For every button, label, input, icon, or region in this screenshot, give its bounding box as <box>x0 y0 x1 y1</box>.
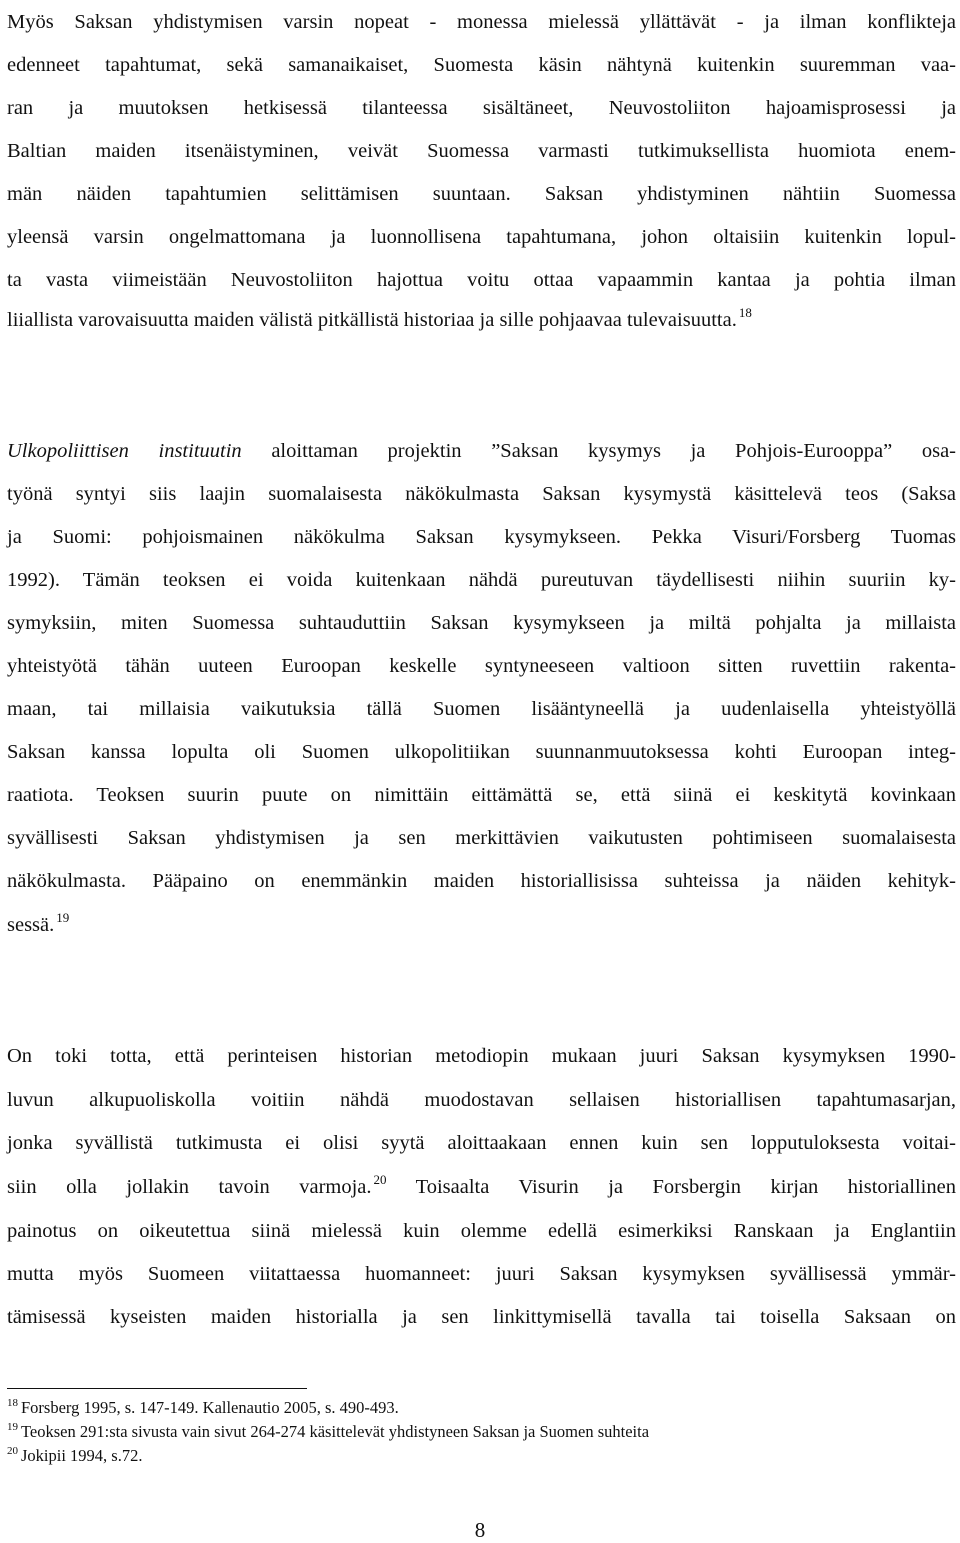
text-line: tämisessä kyseisten maiden historialla ja sen linkittymisellä tavalla tai toisella Saksaan on <box>7 1306 956 1328</box>
text-line: jonka syvällistä tutkimusta ei olisi syytä aloittaakaan ennen kuin sen lopputuloksesta voitai- <box>7 1132 956 1154</box>
text-line: edenneet tapahtumat, sekä samanaikaiset, Suomesta käsin nähtynä kuitenkin suuremman vaa- <box>7 54 956 76</box>
text-line-content: Toisaalta Visurin ja Forsbergin kirjan historiallinen <box>386 1176 956 1198</box>
text-line-content: sessä. <box>7 914 55 936</box>
text-line: syvällisesti Saksan yhdistymisen ja sen merkittävien vaikutusten pohtimiseen suomalaisesta <box>7 827 956 849</box>
text-line-content: liiallista varovaisuutta maiden välistä pitkällistä historiaa ja sille pohjaavaa tulevaisuutta. <box>7 309 737 331</box>
text-line: painotus on oikeutettua siinä mielessä kuin olemme edellä esimerkiksi Ranskaan ja Englantiin <box>7 1220 956 1242</box>
text-line: ran ja muutoksen hetkisessä tilanteessa sisältäneet, Neuvostoliiton hajoamisprosessi ja <box>7 97 956 119</box>
footnote-19 <box>7 1420 649 1444</box>
text-line: yleensä varsin ongelmattomana ja luonnollisena tapahtumana, johon oltaisiin kuitenkin lopul- <box>7 226 956 248</box>
footnote-text: Teoksen 291:sta sivusta vain sivut 264-274 käsittelevät yhdistyneen Saksan ja Suomen suhteita <box>21 1422 650 1441</box>
text-line: On toki totta, että perinteisen historian metodiopin mukaan juuri Saksan kysymyksen 1990- <box>7 1045 956 1067</box>
page-number: 8 <box>474 1518 486 1542</box>
footnote-18 <box>7 1396 399 1420</box>
text-line: maan, tai millaisia vaikutuksia tällä Suomen lisääntyneellä ja uudenlaisella yhteistyöllä <box>7 698 956 720</box>
footnote-20 <box>7 1444 142 1468</box>
text-line: työnä syntyi siis laajin suomalaisesta näkökulmasta Saksan kysymystä käsittelevä teos (Saksa <box>7 483 956 505</box>
text-line-content: siin olla jollakin tavoin varmoja. <box>7 1176 372 1198</box>
text-line: luvun alkupuoliskolla voitiin nähdä muodostavan sellaisen historiallisen tapahtumasarjan, <box>7 1089 956 1111</box>
footnote-text: Jokipii 1994, s.72. <box>21 1446 143 1465</box>
text-line: näkökulmasta. Pääpaino on enemmänkin maiden historiallisissa suhteissa ja näiden kehityk- <box>7 870 956 892</box>
footnote-reference: 18 <box>738 305 752 320</box>
text-line: 1992). Tämän teoksen ei voida kuitenkaan nähdä pureutuvan täydellisesti niihin suuriin ky- <box>7 569 956 591</box>
institute-name: Ulkopoliittisen instituutin <box>7 440 242 462</box>
footnote-number: 18 <box>7 1397 18 1409</box>
text-line: yhteistyötä tähän uuteen Euroopan keskelle syntyneeseen valtioon sitten ruvettiin rakenta- <box>7 655 956 677</box>
footnote-number: 19 <box>7 1421 18 1433</box>
text-line: ta vasta viimeistään Neuvostoliiton hajottua voitu ottaa vapaammin kantaa ja pohtia ilman <box>7 269 956 291</box>
text-line: Saksan kanssa lopulta oli Suomen ulkopolitiikan suunnanmuutoksessa kohti Euroopan integ- <box>7 741 956 763</box>
footnote-text: Forsberg 1995, s. 147-149. Kallenautio 2005, s. 490-493. <box>21 1398 399 1417</box>
footnote-separator <box>7 1388 307 1389</box>
text-line: mutta myös Suomeen viitattaessa huomanneet: juuri Saksan kysymyksen syvällisessä ymmär- <box>7 1263 956 1285</box>
footnote-reference: 20 <box>373 1172 387 1187</box>
text-line: Myös Saksan yhdistymisen varsin nopeat - monessa mielessä yllättävät - ja ilman konflikteja <box>7 11 956 33</box>
text-line <box>7 1165 956 1209</box>
text-line: män näiden tapahtumien selittämisen suuntaan. Saksan yhdistyminen nähtiin Suomessa <box>7 183 956 205</box>
footnote-reference: 19 <box>56 910 70 925</box>
text-line: raatiota. Teoksen suurin puute on nimittäin eittämättä se, että siinä ei keskitytä kovinkaan <box>7 784 956 806</box>
text-line-content: aloittaman projektin ”Saksan kysymys ja Pohjois-Eurooppa” osa- <box>241 440 956 462</box>
footnote-number: 20 <box>7 1445 18 1457</box>
text-line: symyksiin, miten Suomessa suhtauduttiin Saksan kysymykseen ja miltä pohjalta ja millaista <box>7 612 956 634</box>
text-line: Baltian maiden itsenäistyminen, veivät Suomessa varmasti tutkimuksellista huomiota enem- <box>7 140 956 162</box>
text-line: ja Suomi: pohjoismainen näkökulma Saksan kysymykseen. Pekka Visuri/Forsberg Tuomas <box>7 526 956 548</box>
text-line <box>7 429 956 473</box>
text-line <box>7 903 956 947</box>
text-line <box>7 298 956 342</box>
